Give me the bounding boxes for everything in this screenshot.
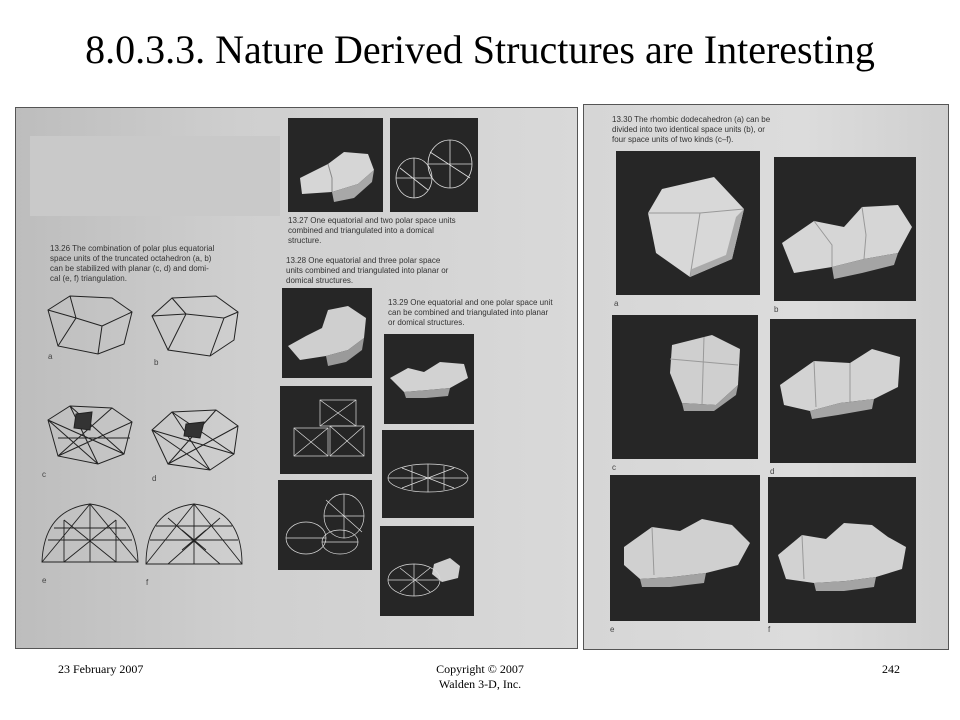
caption-line: can be stabilized with planar (c, d) and domi- <box>50 264 209 273</box>
caption-line: structure. <box>288 236 322 245</box>
caption-13-26 <box>50 244 214 284</box>
photo-1330e-four-units <box>610 475 760 621</box>
caption-line: 13.28 One equatorial and three polar space <box>286 256 441 265</box>
page-blank-area <box>30 136 280 216</box>
copyright-company: Walden 3-D, Inc. <box>438 677 522 691</box>
caption-line: 13.27 One equatorial and two polar space units <box>288 216 456 225</box>
photo-1330d-four-units <box>770 319 916 463</box>
caption-line: four space units of two kinds (c–f). <box>612 135 734 144</box>
footer-copyright <box>380 662 580 692</box>
figure-1326f-domical <box>142 500 246 574</box>
copyright-line: Copyright © 2007 <box>436 662 524 676</box>
caption-13-29 <box>388 298 553 328</box>
caption-line: 13.26 The combination of polar plus equatorial <box>50 244 215 253</box>
caption-line: units combined and triangulated into planar or <box>286 266 449 275</box>
right-book-page <box>583 104 949 650</box>
photo-1327-solid <box>288 118 383 212</box>
caption-line: divided into two identical space units (b), or <box>612 125 765 134</box>
caption-line: combined and triangulated into a domical <box>288 226 434 235</box>
figure-label-a: a <box>614 299 619 308</box>
photo-1329-wire-domical <box>380 526 474 616</box>
photo-1330c-four-units <box>612 315 758 459</box>
figure-label-a: a <box>48 352 53 361</box>
figure-label-b: b <box>774 305 779 314</box>
caption-13-27 <box>288 216 456 246</box>
caption-line: or domical structures. <box>388 318 465 327</box>
figure-1326d-planar <box>146 402 246 474</box>
photo-1328-solid <box>282 288 372 378</box>
caption-13-28 <box>286 256 448 286</box>
figure-label-e: e <box>610 625 615 634</box>
slide-title: 8.0.3.3. Nature Derived Structures are Interesting <box>85 27 875 72</box>
figure-label-d: d <box>770 467 775 476</box>
figure-label-f: f <box>768 625 771 634</box>
figure-1326b-octahedron <box>146 288 246 360</box>
figure-label-d: d <box>152 474 157 483</box>
photo-1330b-two-units <box>774 157 916 301</box>
caption-line: domical structures. <box>286 276 354 285</box>
caption-line: space units of the truncated octahedron (a, b) <box>50 254 212 263</box>
footer-page-number: 242 <box>882 662 900 676</box>
figure-label-b: b <box>154 358 159 367</box>
figure-1326e-domical <box>38 500 142 572</box>
photo-1330f-four-units <box>768 477 916 623</box>
photo-1329-wire-planar <box>382 430 474 518</box>
photo-1328-wire-planar <box>280 386 372 474</box>
caption-13-30 <box>612 115 770 145</box>
figure-1326a-octahedron <box>40 288 140 358</box>
figure-label-e: e <box>42 576 47 585</box>
figure-label-c: c <box>42 470 46 479</box>
footer-date: 23 February 2007 <box>58 662 144 676</box>
caption-line: cal (e, f) triangulation. <box>50 274 127 283</box>
caption-line: 13.29 One equatorial and one polar space unit <box>388 298 553 307</box>
figure-1326c-planar <box>40 398 140 470</box>
left-book-page <box>15 107 578 649</box>
photo-1327-wire <box>390 118 478 212</box>
photo-1329-solid <box>384 334 474 424</box>
figure-label-f: f <box>146 578 149 587</box>
caption-line: 13.30 The rhombic dodecahedron (a) can be <box>612 115 771 124</box>
photo-1330a-rhombic-dodecahedron <box>616 151 760 295</box>
caption-line: can be combined and triangulated into planar <box>388 308 549 317</box>
photo-1328-wire-domical <box>278 480 372 570</box>
figure-label-c: c <box>612 463 616 472</box>
